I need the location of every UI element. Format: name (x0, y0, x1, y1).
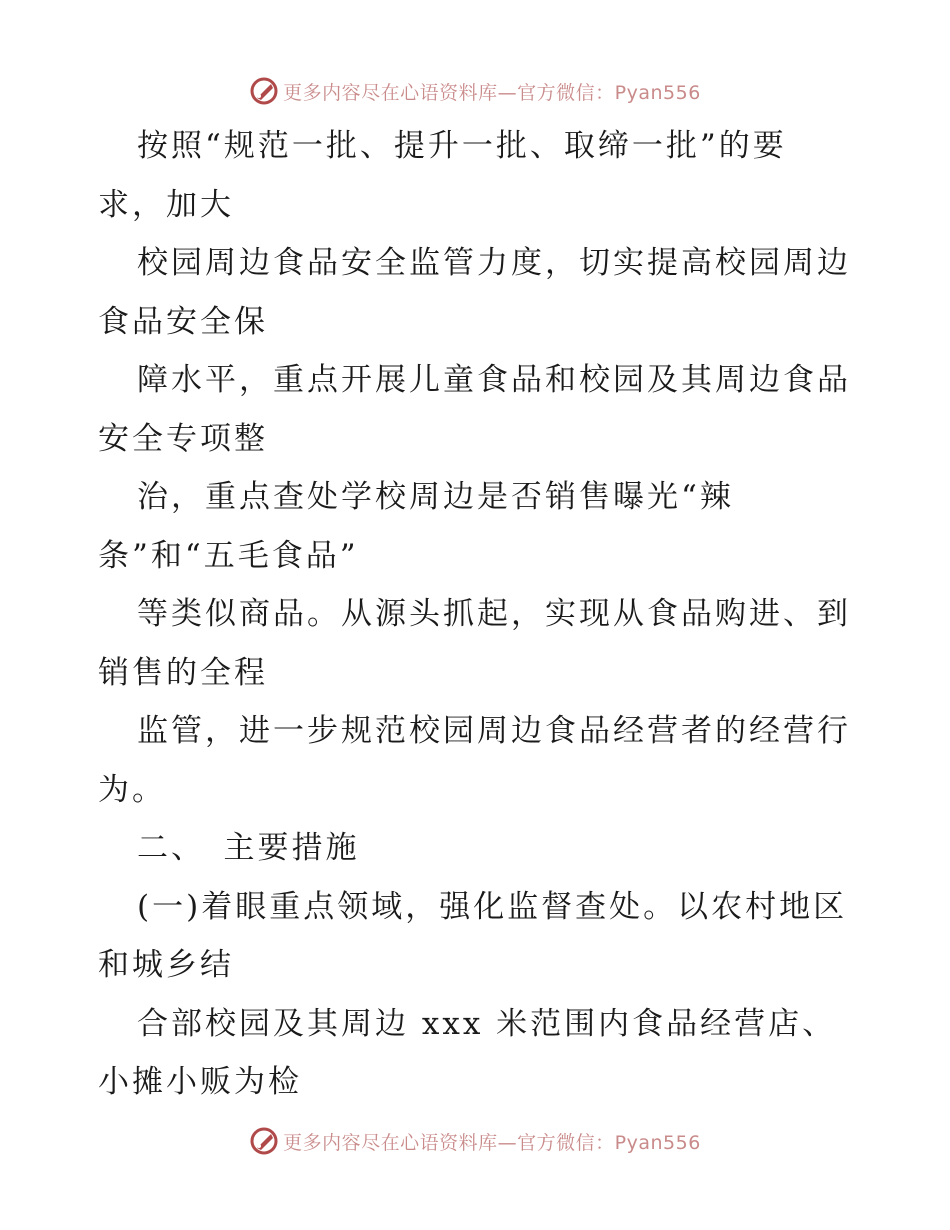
text-line: 障水平，重点开展儿童食品和校园及其周边食品 (137, 362, 851, 398)
header-banner-text: 更多内容尽在心语资料库—官方微信：Pyan556 (283, 81, 701, 104)
footer-banner-text: 更多内容尽在心语资料库—官方微信：Pyan556 (283, 1131, 701, 1154)
text-line: 治，重点查处学校周边是否销售曝光“辣 (137, 479, 734, 515)
header-banner (0, 71, 950, 111)
text-line: 校园周边食品安全监管力度，切实提高校园周边 (137, 245, 851, 281)
footer-banner (0, 1121, 950, 1161)
text-line: 等类似商品。从源头抓起，实现从食品购进、到 (137, 596, 851, 632)
text-line: 小摊小贩为检 (98, 1064, 302, 1100)
section-heading: 二、 主要措施 (137, 830, 360, 866)
text-line: 合部校园及其周边 xxx 米范围内食品经营店、 (137, 1006, 837, 1042)
text-line: 条”和“五毛食品” (98, 538, 359, 574)
quill-logo-icon (249, 76, 279, 106)
text-line: (一)着眼重点领域，强化监督查处。以农村地区 (137, 889, 848, 925)
text-line: 按照“规范一批、提升一批、取缔一批”的要 (137, 128, 787, 164)
text-line: 食品安全保 (98, 304, 268, 340)
text-line: 求，加大 (98, 187, 234, 223)
text-line: 和城乡结 (98, 947, 234, 983)
text-line: 监管，进一步规范校园周边食品经营者的经营行 (137, 713, 851, 749)
text-line: 销售的全程 (98, 655, 268, 691)
text-line: 安全专项整 (98, 421, 268, 457)
quill-logo-icon (249, 1126, 279, 1156)
text-line: 为。 (98, 772, 166, 808)
